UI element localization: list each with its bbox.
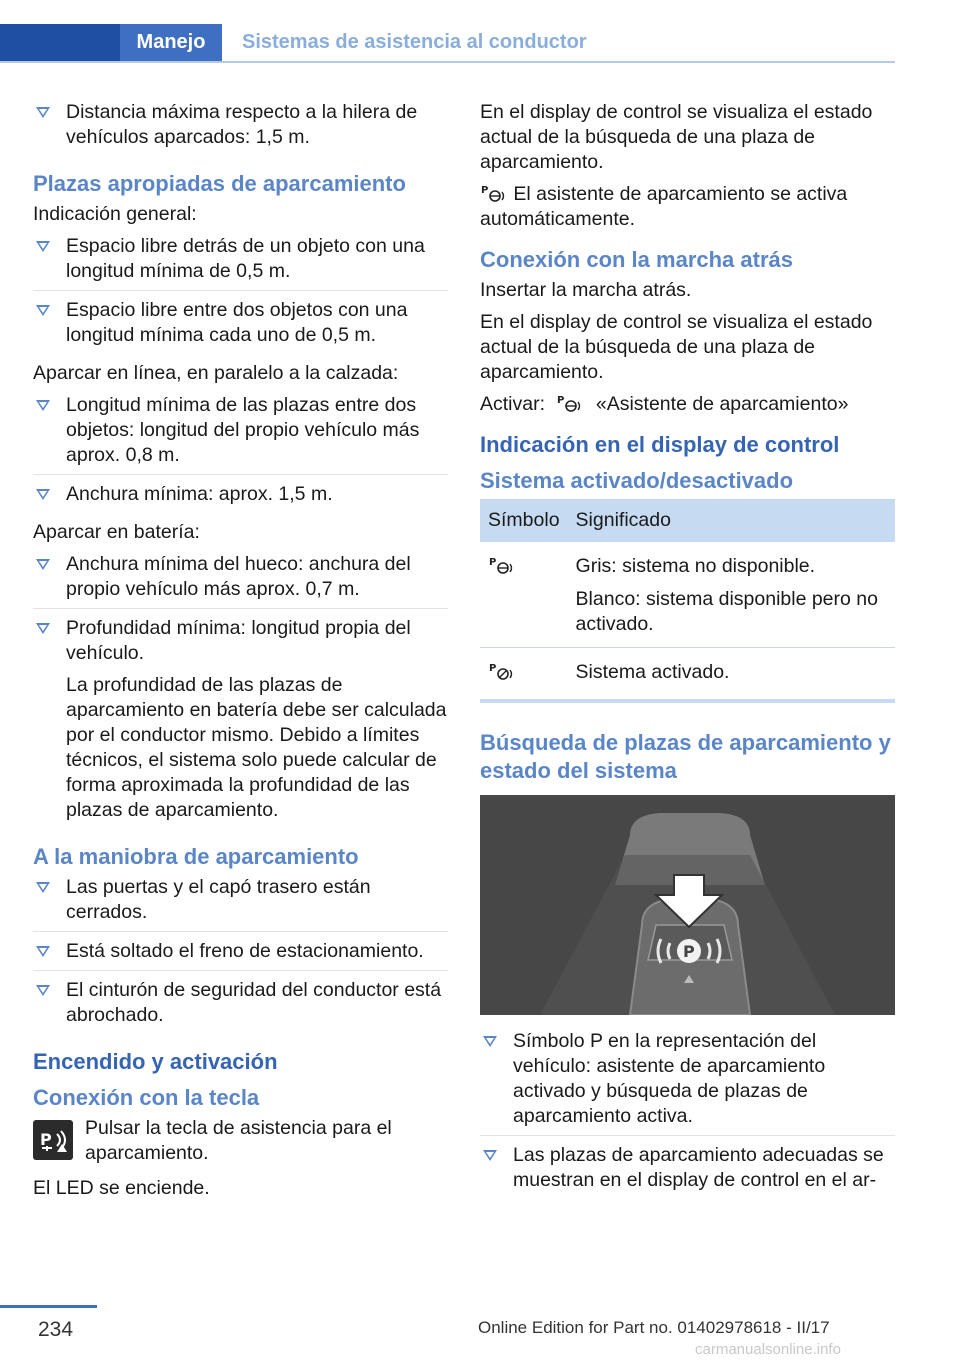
table-header-symbol: Símbolo [480,499,568,542]
list-item-note: La profundidad de las plazas de aparcamiento en batería debe ser calculada por el conductor mismo. Debido a límites técnicos, el sistema solo puede calcular de forma aproximada la profundidad de las plazas de aparcamiento. [66,674,447,821]
bullet-triangle-icon [483,1036,497,1047]
bullet-triangle-icon [36,305,50,316]
paragraph-display-estado: En el display de control se visualiza el estado actual de la búsqueda de una plaza de aparcamiento. [480,101,873,173]
parking-assistant-icon [488,554,516,576]
bullet-triangle-icon [36,882,50,893]
right-column [480,100,895,1206]
paragraph-aparcar-bateria: Aparcar en batería: [33,521,200,543]
bullet-list-maniobra [33,875,448,1034]
list-item: Anchura mínima: aprox. 1,5 m. [33,482,448,513]
heading-marcha-atras: Conexión con la marcha atrás [480,247,793,272]
list-item: Está soltado el freno de estacionamiento. [33,939,448,971]
bullet-triangle-icon [36,985,50,996]
page-header [0,24,895,62]
key-instruction [33,1116,448,1168]
list-item: Distancia máxima respecto a la hilera de vehículos aparcados: 1,5 m. [33,100,448,156]
list-item: Espacio libre detrás de un objeto con una longitud mínima de 0,5 m. [33,234,448,291]
bullet-list-general [33,234,448,354]
section-tab[interactable]: Sistemas de asistencia al conductor [242,31,587,53]
parking-assist-key-icon [33,1120,73,1160]
bullet-list-distance [33,100,448,156]
paragraph-pulsar-tecla: Pulsar la tecla de asistencia para el aparcamiento. [85,1117,392,1164]
list-item: Las plazas de aparcamiento adecuadas se muestran en el display de control en el ar- [480,1143,895,1199]
table-header-row [480,499,895,542]
parking-assistant-active-icon [488,660,516,682]
bullet-list-bateria [33,552,448,829]
edition-text: Online Edition for Part no. 01402978618 - II/17 [478,1318,830,1337]
watermark[interactable]: carmanualsonline.info [695,1341,841,1358]
paragraph-indicacion-general: Indicación general: [33,203,197,225]
list-item: El cinturón de seguridad del conductor está abrochado. [33,978,448,1034]
paragraph-led: El LED se enciende. [33,1177,210,1199]
heading-busqueda: Búsqueda de plazas de aparcamiento y estado del sistema [480,730,891,783]
list-item: Longitud mínima de las plazas entre dos objetos: longitud del propio vehículo más aprox. 0,8 m. [33,393,448,475]
parking-assistant-icon [480,182,508,204]
heading-indicacion-display: Indicación en el display de control [480,432,840,457]
list-item: Anchura mínima del hueco: anchura del propio vehículo más aprox. 0,7 m. [33,552,448,609]
bullet-triangle-icon [36,489,50,500]
table-row: P Sistema activado. [480,648,895,702]
paragraph-activar: Activar: P «Asistente de aparcamiento» [480,393,849,415]
list-item: Profundidad mínima: longitud propia del vehículo. La profundidad de las plazas de aparcamiento en batería debe ser calculada por el conductor mismo. Debido a límites técnicos, el sistema solo puede calcular de forma aproximada la profundidad de las plazas de aparcamiento. [33,616,448,829]
list-item: Espacio libre entre dos objetos con una longitud mínima cada uno de 0,5 m. [33,298,448,354]
display-illustration [480,795,895,1015]
bullet-triangle-icon [483,1150,497,1161]
footer-divider [0,1305,97,1308]
bullet-list-busqueda [480,1029,895,1199]
vehicle-display-image [480,795,895,1015]
bullet-triangle-icon [36,946,50,957]
bullet-triangle-icon [36,107,50,118]
page-number: 234 [38,1318,74,1341]
svg-text:P: P [489,663,497,674]
table-row: P Gris: sistema no disponible. Blanco: sistema disponible pero no activado. [480,542,895,648]
svg-text:P: P [489,557,497,568]
svg-text:P: P [557,395,565,406]
menu-item-asistente: «Asistente de aparcamiento» [595,393,849,415]
heading-sistema-activado: Sistema activado/desactivado [480,468,794,493]
list-item: Las puertas y el capó trasero están cerrados. [33,875,448,932]
paragraph-aparcar-linea: Aparcar en línea, en paralelo a la calzada: [33,362,399,384]
heading-plazas-apropiadas: Plazas apropiadas de aparcamiento [33,171,406,196]
table-header-meaning: Significado [568,499,895,542]
chapter-tab[interactable]: Manejo [120,24,222,61]
bullet-list-linea [33,393,448,513]
heading-maniobra: A la maniobra de aparcamiento [33,844,359,869]
svg-text:P: P [481,185,489,196]
paragraph-insertar-marcha: Insertar la marcha atrás. [480,279,692,301]
list-item: Símbolo P en la representación del vehículo: asistente de aparcamiento activado y búsqueda de plazas de aparcamiento activa. [480,1029,895,1136]
parking-assistant-icon [556,392,584,414]
svg-text:P: P [40,1130,52,1149]
bullet-triangle-icon [36,559,50,570]
bullet-triangle-icon [36,400,50,411]
bullet-triangle-icon [36,623,50,634]
heading-conexion-tecla: Conexión con la tecla [33,1085,260,1110]
heading-encendido: Encendido y activación [33,1049,278,1074]
bullet-triangle-icon [36,241,50,252]
header-divider [0,61,895,63]
paragraph-activa-automaticamente: P El asistente de aparcamiento se activa automáticamente. [480,183,848,230]
svg-text:P: P [683,942,695,961]
left-column [33,100,448,1208]
symbol-table [480,499,895,703]
paragraph-display-estado-2: En el display de control se visualiza el estado actual de la búsqueda de una plaza de aparcamiento. [480,311,873,383]
